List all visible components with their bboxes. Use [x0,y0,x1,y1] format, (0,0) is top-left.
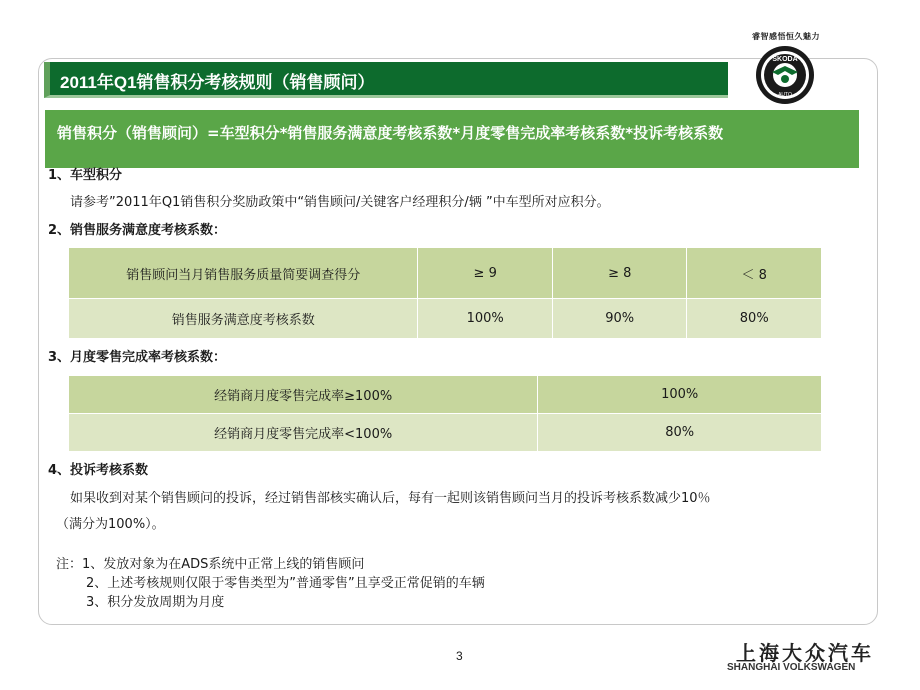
section4-body-line1: 如果收到对某个销售顾问的投诉，经过销售部核实确认后，每有一起则该销售顾问当月的投诉考核系数减少10％ [70,491,711,506]
title-bar [44,62,728,98]
table-cell: 经销商月度零售完成率<100% [69,414,538,452]
table-row [69,414,822,452]
table-row [69,248,822,299]
retail-rate-table [68,375,822,452]
formula-banner [45,110,859,168]
logo-text: ŠKODA [772,56,798,63]
page-title: 2011年Q1销售积分考核规则（销售顾问） [60,73,375,92]
table-cell: ≥ 9 [418,248,553,299]
brand-name-en: SHANGHAI VOLKSWAGEN [727,662,856,673]
section4-heading: 4、投诉考核系数 [48,463,149,478]
table-cell: 90% [552,299,687,339]
section4-body-line2: （满分为100%）。 [56,517,165,532]
table-cell: 销售服务满意度考核系数 [69,299,418,339]
note-1: 注：1、发放对象为在ADS系统中正常上线的销售顾问 [56,557,365,572]
page-number: 3 [456,649,463,663]
logo-subtext: AUTO [778,92,792,98]
table-cell: ＜ 8 [687,248,822,299]
formula-text: 销售积分（销售顾问）=车型积分*销售服务满意度考核系数*月度零售完成率考核系数*投诉考核系数 [57,124,724,142]
section2-heading: 2、销售服务满意度考核系数： [48,223,227,238]
table-row [69,376,822,414]
note-3: 3、积分发放周期为月度 [86,595,225,610]
section3-heading: 3、月度零售完成率考核系数： [48,350,227,365]
table-cell: 销售顾问当月销售服务质量简要调查得分 [69,248,418,299]
brand-slogan: 睿智感悟恒久魅力 [752,32,820,41]
table-cell: ≥ 8 [552,248,687,299]
table-cell: 80% [687,299,822,339]
section1-body: 请参考”2011年Q1销售积分奖励政策中“销售顾问/关键客户经理积分/辆 ”中车型所对应积分。 [70,195,610,210]
section1-heading: 1、车型积分 [48,168,123,183]
table-row [69,299,822,339]
brand-name-cn: 上海大众汽车 [736,641,874,665]
skoda-logo [754,44,816,106]
table-cell: 100% [538,376,822,414]
table-cell: 80% [538,414,822,452]
note-2: 2、上述考核规则仅限于零售类型为”普通零售”且享受正常促销的车辆 [86,576,485,591]
table-cell: 100% [418,299,553,339]
satisfaction-table [68,247,822,339]
table-cell: 经销商月度零售完成率≥100% [69,376,538,414]
